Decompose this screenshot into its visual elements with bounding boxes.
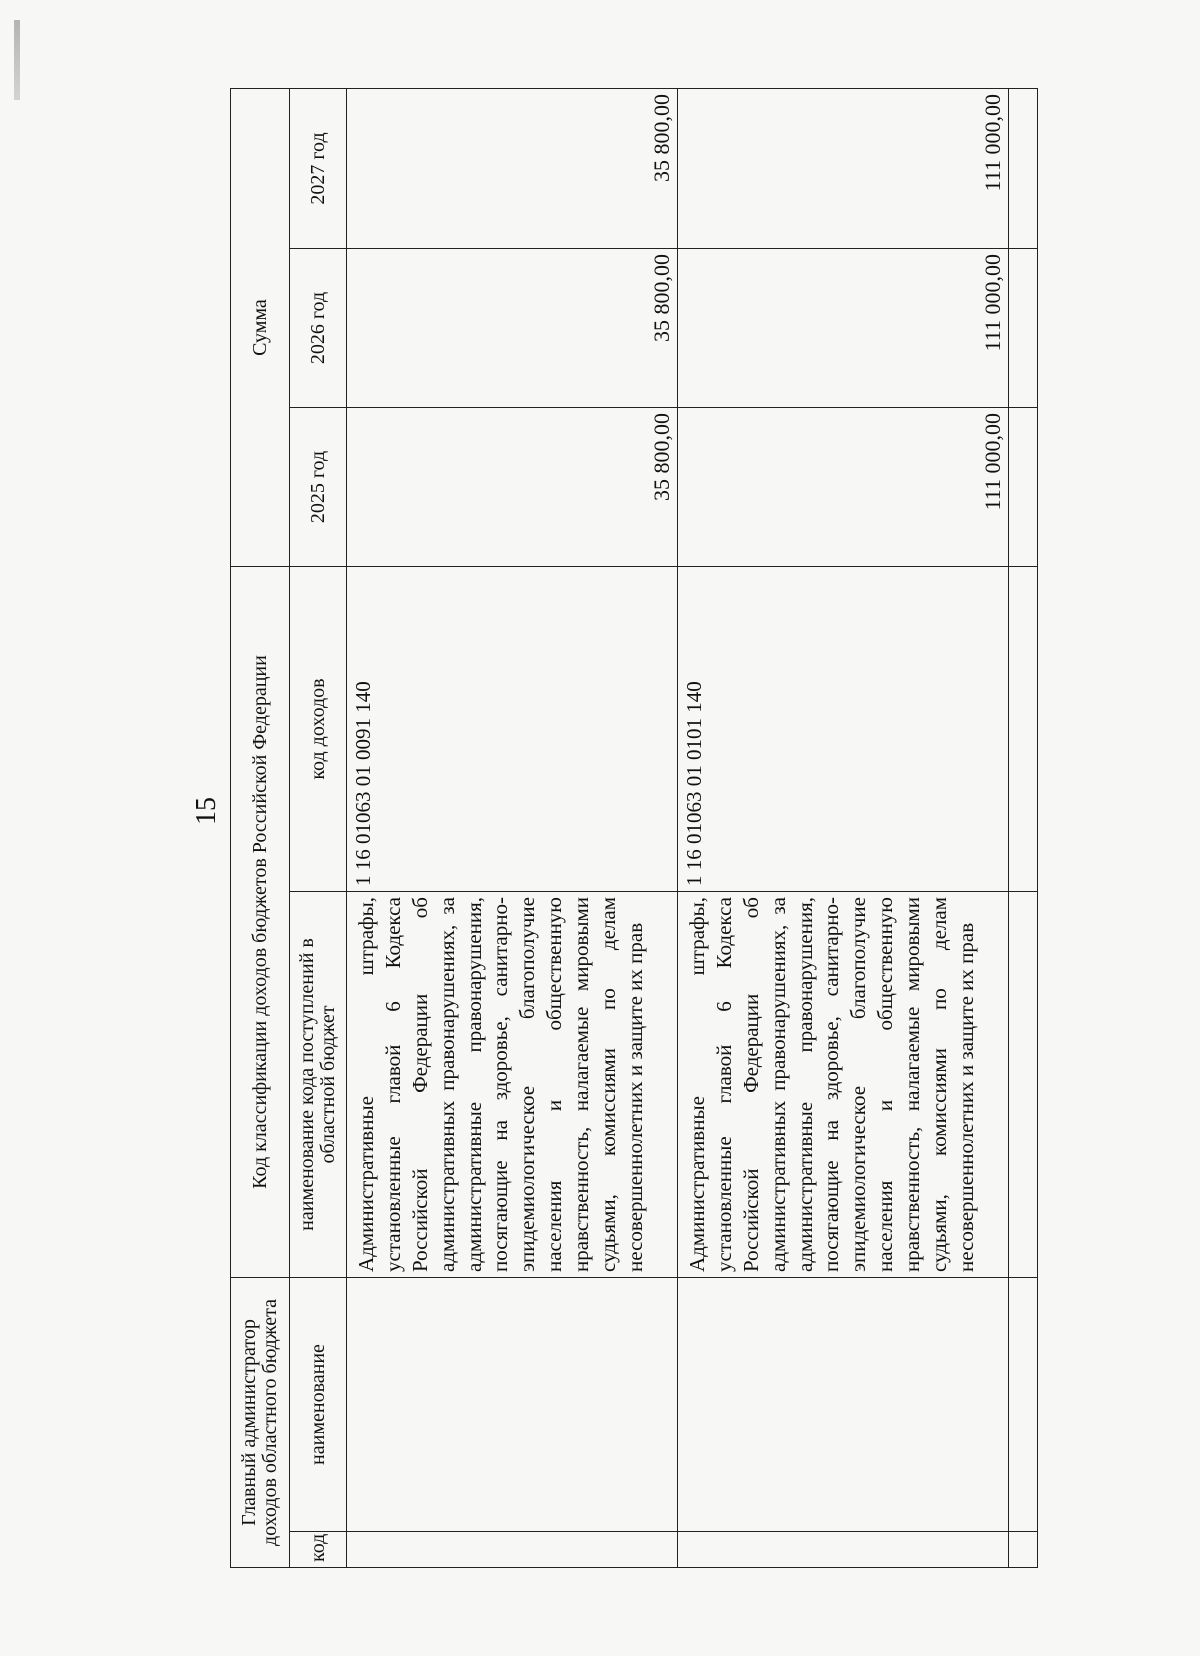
row-sum-2025: 35 800,00 bbox=[347, 408, 678, 567]
row-sum-2026: 111 000,00 bbox=[678, 249, 1009, 408]
year-2025-header: 2025 год bbox=[290, 408, 347, 567]
row-sum-2025: 111 000,00 bbox=[678, 408, 1009, 567]
table-row bbox=[347, 89, 678, 1568]
admin-name-header: наименование bbox=[290, 1278, 347, 1532]
row-income-code: 1 16 01063 01 0101 140 bbox=[678, 567, 1009, 892]
empty-cell bbox=[1009, 408, 1038, 567]
scan-edge-mark bbox=[14, 20, 20, 100]
row-sum-2027: 35 800,00 bbox=[347, 89, 678, 249]
year-2026-header: 2026 год bbox=[290, 249, 347, 408]
admin-code-header: код bbox=[290, 1532, 347, 1568]
empty-cell bbox=[1009, 1278, 1038, 1532]
empty-cell bbox=[1009, 249, 1038, 408]
row-admin-code bbox=[678, 1532, 1009, 1568]
admin-group-header: Главный администратор доходов областного бюджета bbox=[231, 1278, 290, 1568]
row-income-code: 1 16 01063 01 0091 140 bbox=[347, 567, 678, 892]
table-row-partial bbox=[1009, 89, 1038, 1568]
row-admin-code bbox=[347, 1532, 678, 1568]
rotated-document bbox=[230, 88, 1042, 1568]
page-number: 15 bbox=[191, 797, 222, 825]
empty-cell bbox=[1009, 567, 1038, 892]
sum-group-header: Сумма bbox=[231, 89, 290, 567]
row-description: Административные штрафы, установленные главой 6 Кодекса Российской Федерации об административных правонарушениях, за административные правонарушения, посягающие на здоровье, санитарно-эпидемиологическое благополучие населения и общественную нравственность, налагаемые мировыми судьями, комиссиями по делам несовершеннолетних и защите их прав bbox=[347, 892, 678, 1278]
header-row-2 bbox=[290, 89, 347, 1568]
row-sum-2027: 111 000,00 bbox=[678, 89, 1009, 249]
classif-group-header: Код классификации доходов бюджетов Российской Федерации bbox=[231, 567, 290, 1278]
table-row bbox=[678, 89, 1009, 1568]
income-table bbox=[230, 88, 1038, 1568]
empty-cell bbox=[1009, 1532, 1038, 1568]
empty-cell bbox=[1009, 892, 1038, 1278]
classif-name-header: наименование кода поступлений в областной бюджет bbox=[290, 892, 347, 1278]
year-2027-header: 2027 год bbox=[290, 89, 347, 249]
empty-cell bbox=[1009, 89, 1038, 249]
header-row-1 bbox=[231, 89, 290, 1568]
row-admin-name bbox=[678, 1278, 1009, 1532]
classif-code-header: код доходов bbox=[290, 567, 347, 892]
row-admin-name bbox=[347, 1278, 678, 1532]
row-description: Административные штрафы, установленные главой 6 Кодекса Российской Федерации об административных правонарушениях, за административные правонарушения, посягающие на здоровье, санитарно-эпидемиологическое благополучие населения и общественную нравственность, налагаемые мировыми судьями, комиссиями по делам несовершеннолетних и защите их прав bbox=[678, 892, 1009, 1278]
row-sum-2026: 35 800,00 bbox=[347, 249, 678, 408]
